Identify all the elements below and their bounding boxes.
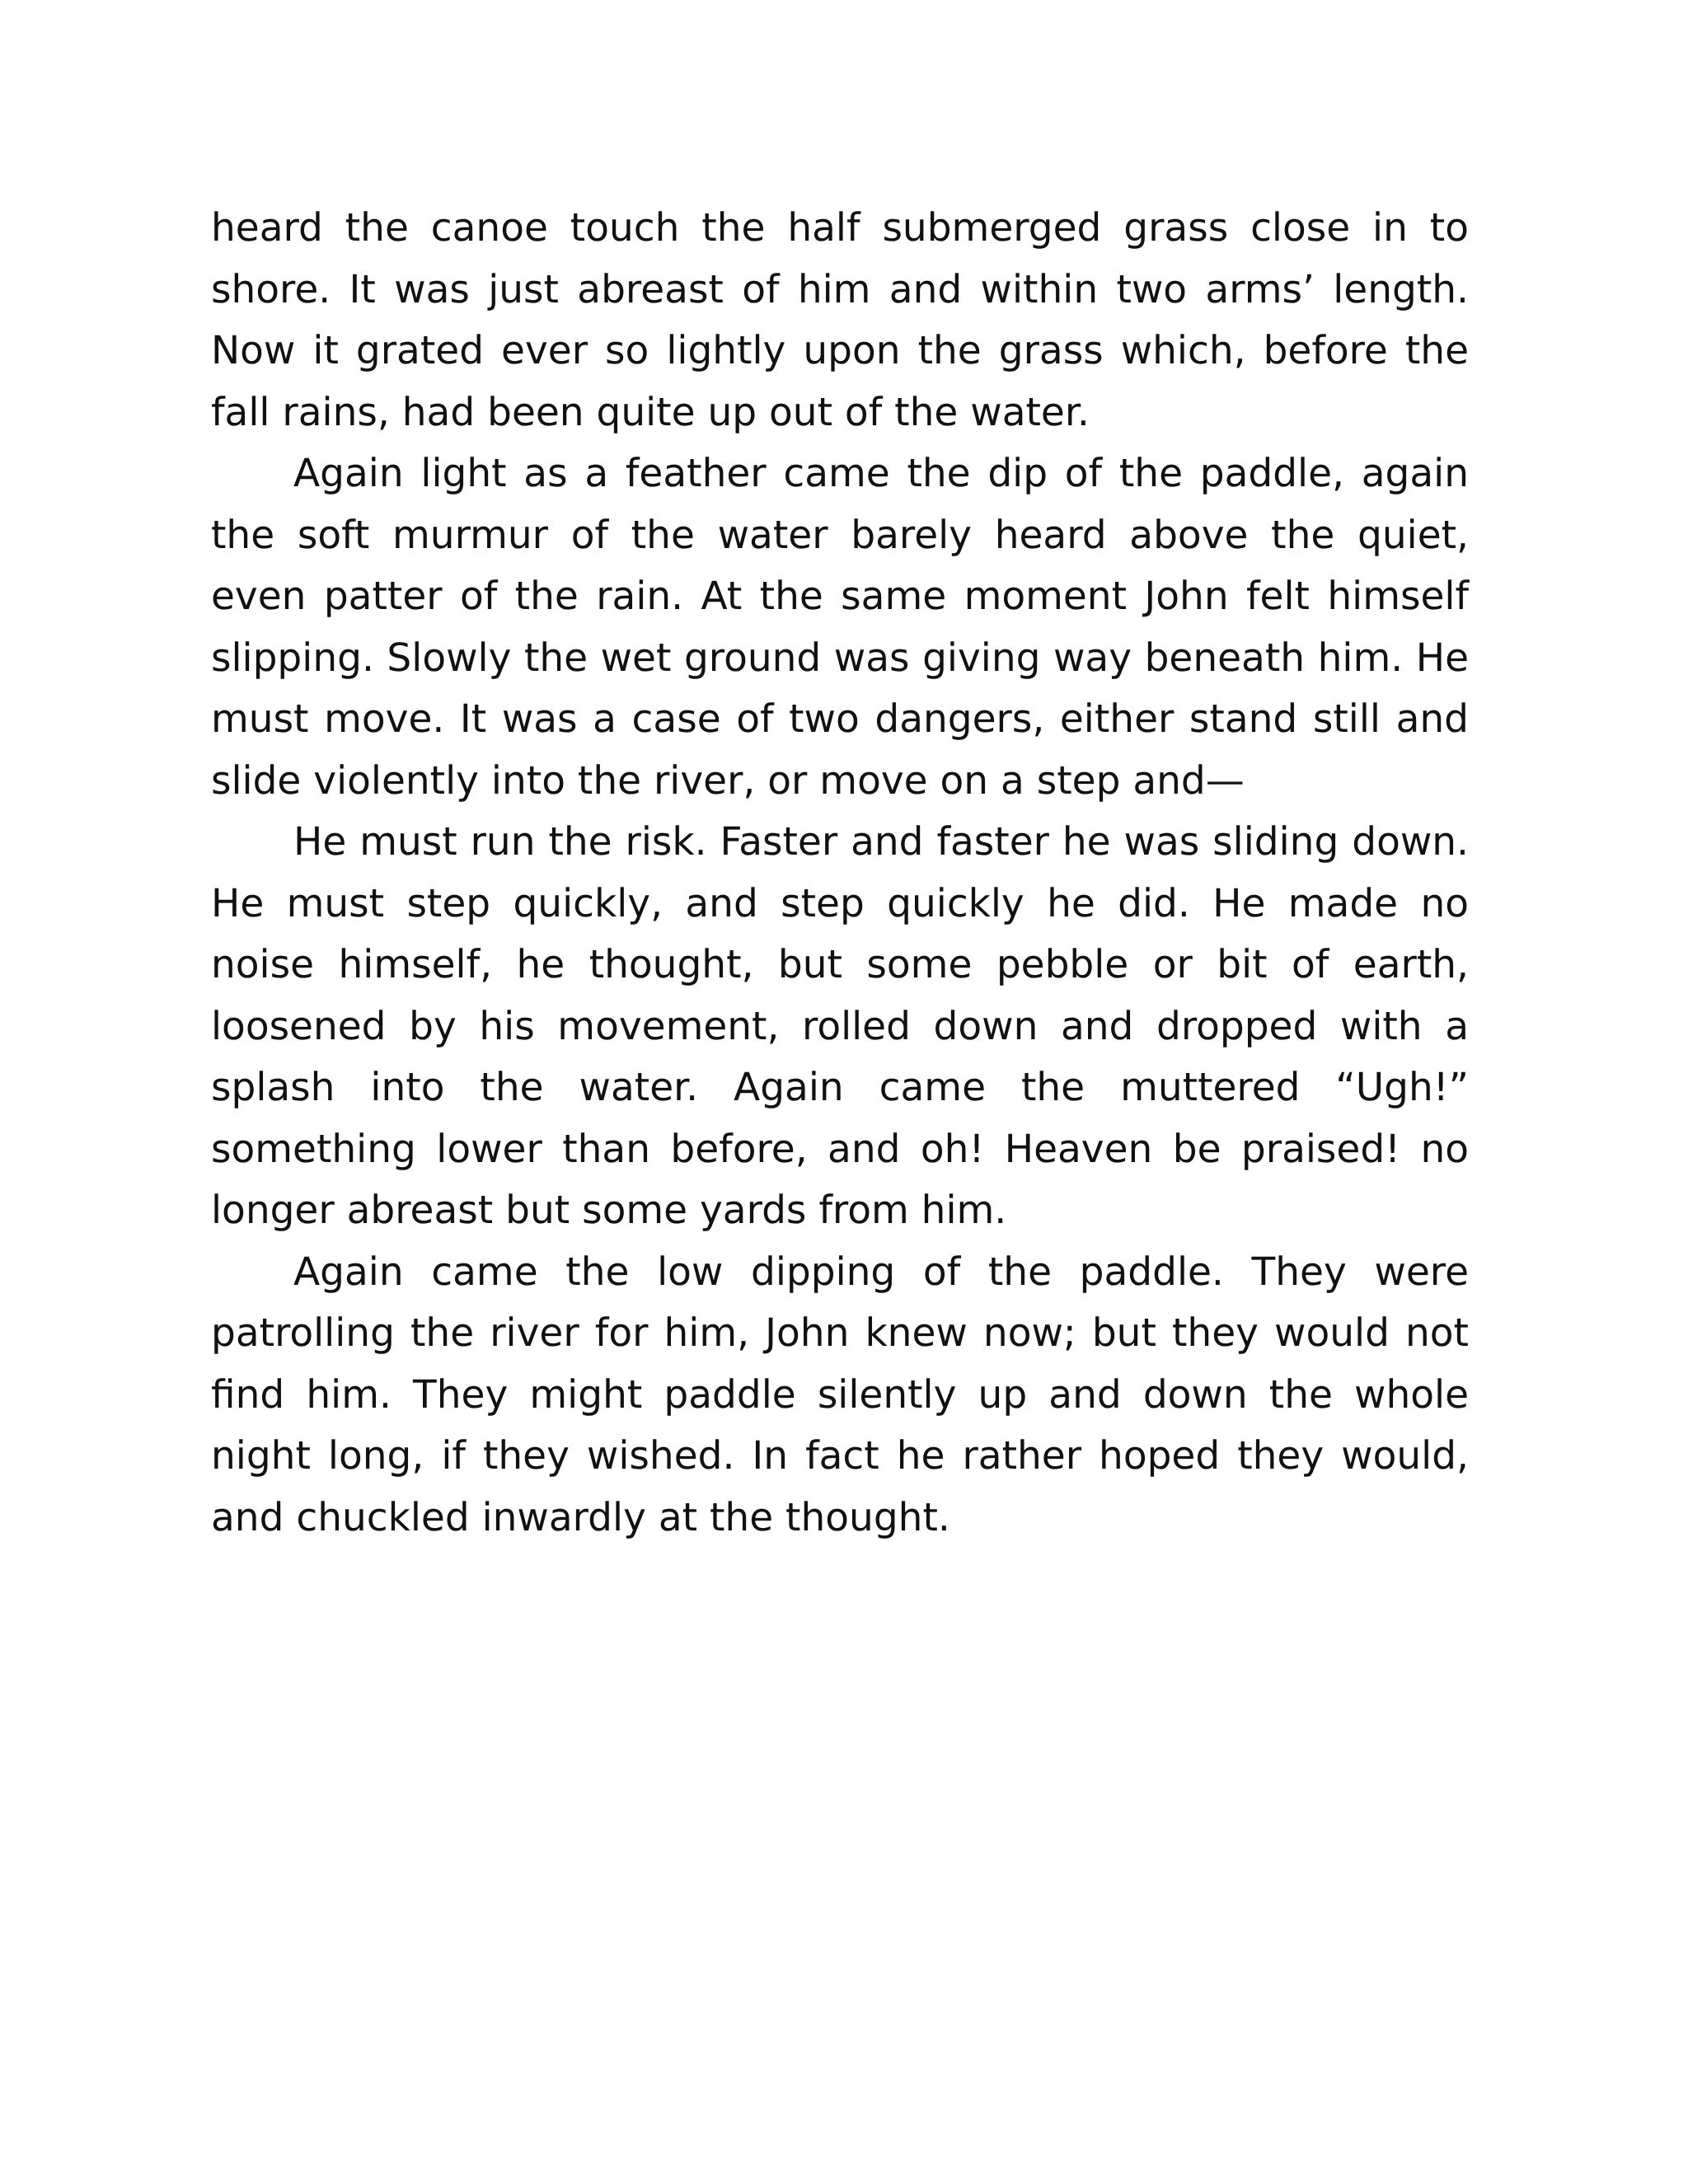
page-body-text <box>211 198 1469 1549</box>
paragraph: Again light as a feather came the dip of the paddle, again the soft murmur of the water barely heard above the quiet, even patter of the rain. At the same moment John felt himself slipping. Slowly the wet ground was giving way beneath him. He must move. It was a case of two dangers, either stand still and slide violently into the river, or move on a step and— <box>211 451 1469 804</box>
paragraph: He must run the risk. Faster and faster he was sliding down. He must step quickly, and step quickly he did. He made no noise himself, he thought, but some pebble or bit of earth, loosened by his movement, rolled down and dropped with a splash into the water. Again came the muttered “Ugh!” something lower than before, and oh! Heaven be praised! no longer abreast but some yards from him. <box>211 819 1469 1233</box>
paragraph-continued: heard the canoe touch the half submerged grass close in to shore. It was just abreast of him and within two arms’ length. Now it grated ever so lightly upon the grass which, before the fall rains, had been quite up out of the water. <box>211 205 1469 435</box>
paragraph: Again came the low dipping of the paddle. They were patrolling the river for him, John knew now; but they would not find him. They might paddle silently up and down the whole night long, if they wished. In fact he rather hoped they would, and chuckled inwardly at the thought. <box>211 1249 1469 1540</box>
